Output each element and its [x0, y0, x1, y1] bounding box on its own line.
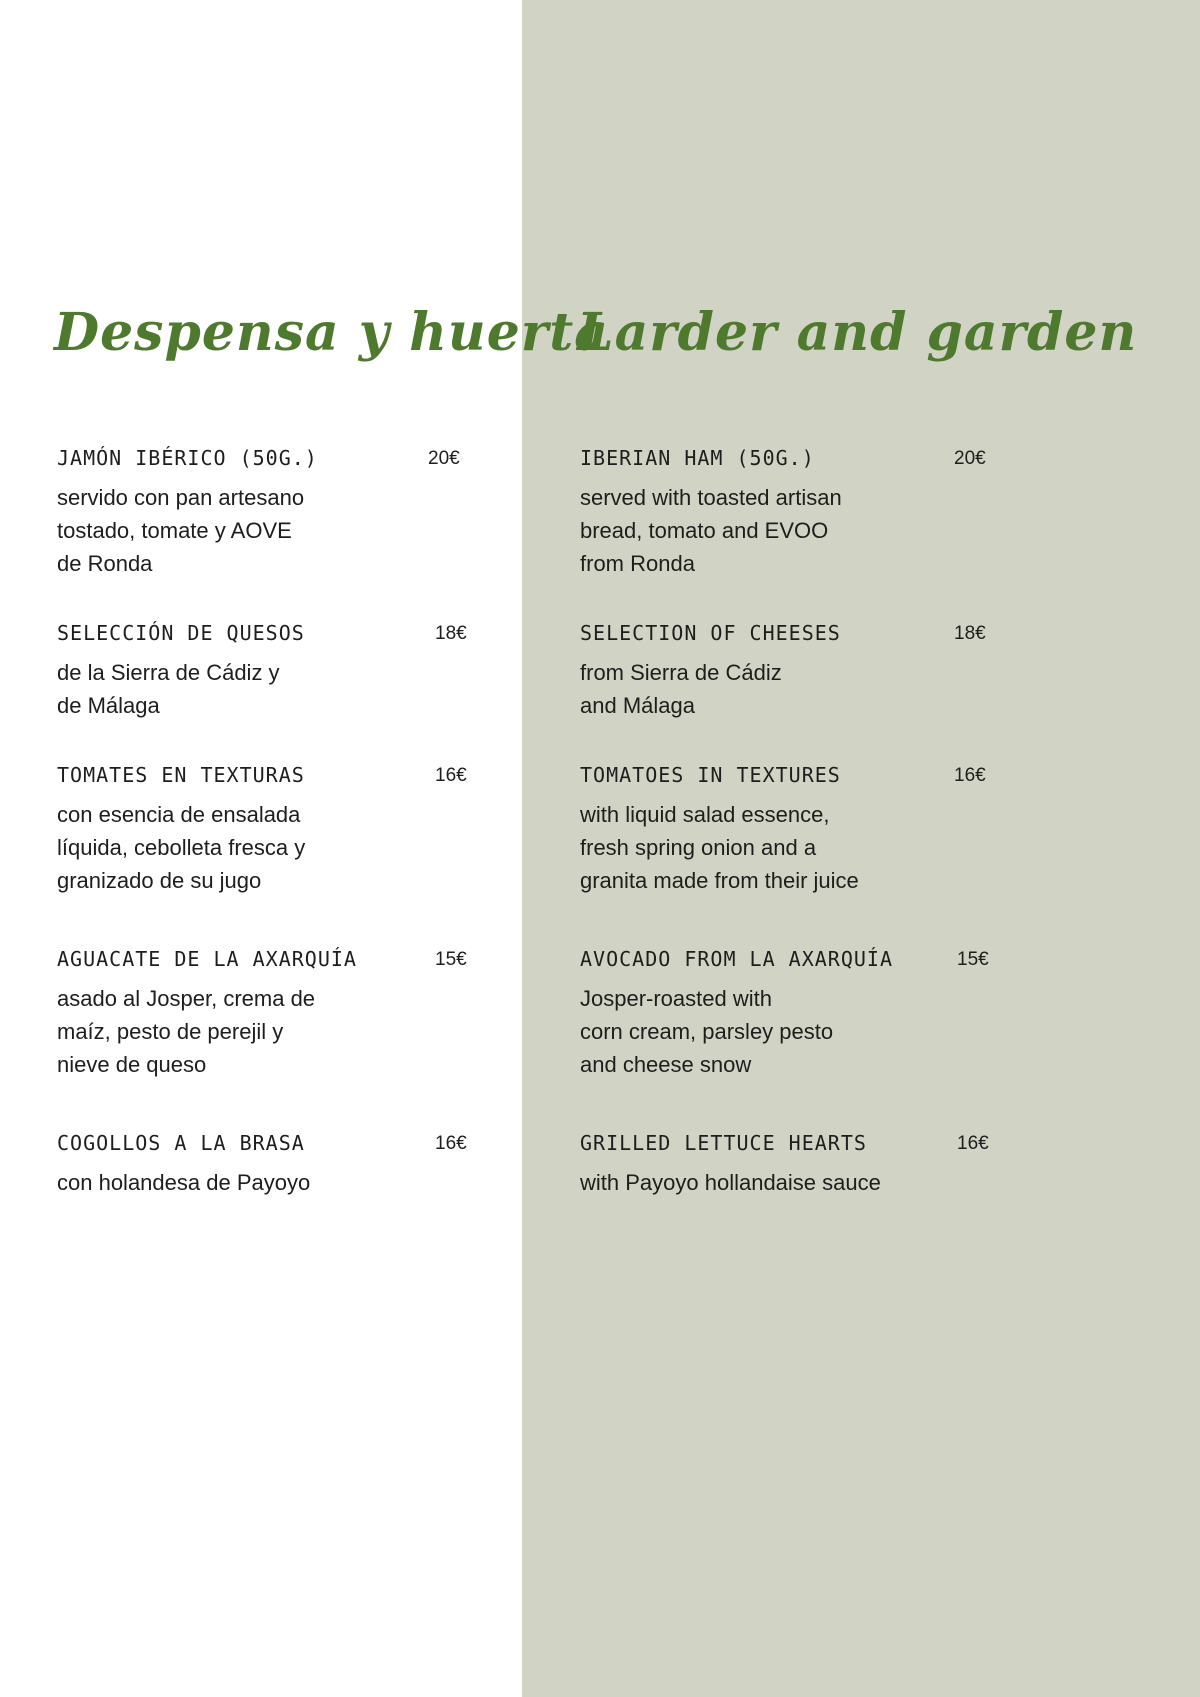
menu-item-price: 18€	[954, 623, 986, 644]
menu-item-description: con esencia de ensalada líquida, cebolleta fresca y granizado de su jugo	[57, 802, 306, 893]
menu-item-description: from Sierra de Cádiz and Málaga	[580, 660, 782, 718]
menu-item-price: 16€	[957, 1133, 989, 1154]
menu-item-name: SELECCIÓN DE QUESOS	[57, 621, 305, 645]
menu-item-description: with liquid salad essence, fresh spring onion and a granita made from their juice	[580, 802, 859, 893]
menu-item-price: 16€	[435, 765, 467, 786]
menu-item-description: con holandesa de Payoyo	[57, 1170, 311, 1195]
menu-item-description: servido con pan artesano tostado, tomate y AOVE de Ronda	[57, 485, 305, 576]
spanish-section-title: Despensa y huerta	[54, 302, 609, 363]
menu-item-name: JAMÓN IBÉRICO (50G.)	[57, 446, 318, 470]
menu-item-name: SELECTION OF CHEESES	[580, 621, 841, 645]
menu-item-price: 15€	[957, 949, 989, 970]
menu-item-name: AGUACATE DE LA AXARQUÍA	[57, 947, 357, 971]
menu-item-price: 20€	[954, 448, 986, 469]
menu-item-description: Josper-roasted with corn cream, parsley pesto and cheese snow	[580, 986, 834, 1077]
menu-item-name: COGOLLOS A LA BRASA	[57, 1131, 305, 1155]
menu-item-description: de la Sierra de Cádiz y de Málaga	[57, 660, 280, 718]
menu-item-name: AVOCADO FROM LA AXARQUÍA	[580, 947, 893, 971]
menu-item-price: 15€	[435, 949, 467, 970]
menu-item-price: 16€	[954, 765, 986, 786]
menu-item-description: asado al Josper, crema de maíz, pesto de perejil y nieve de queso	[57, 986, 316, 1077]
menu-item-price: 16€	[435, 1133, 467, 1154]
menu-item-price: 20€	[428, 448, 460, 469]
menu-item-description: served with toasted artisan bread, tomato and EVOO from Ronda	[580, 485, 842, 576]
menu-item-name: GRILLED LETTUCE HEARTS	[580, 1131, 867, 1155]
menu-item-price: 18€	[435, 623, 467, 644]
menu-item-name: TOMATOES IN TEXTURES	[580, 763, 841, 787]
english-section-title: Larder and garden	[577, 302, 1138, 363]
menu-item-name: TOMATES EN TEXTURAS	[57, 763, 305, 787]
menu-item-name: IBERIAN HAM (50G.)	[580, 446, 815, 470]
menu-item-description: with Payoyo hollandaise sauce	[580, 1170, 881, 1195]
